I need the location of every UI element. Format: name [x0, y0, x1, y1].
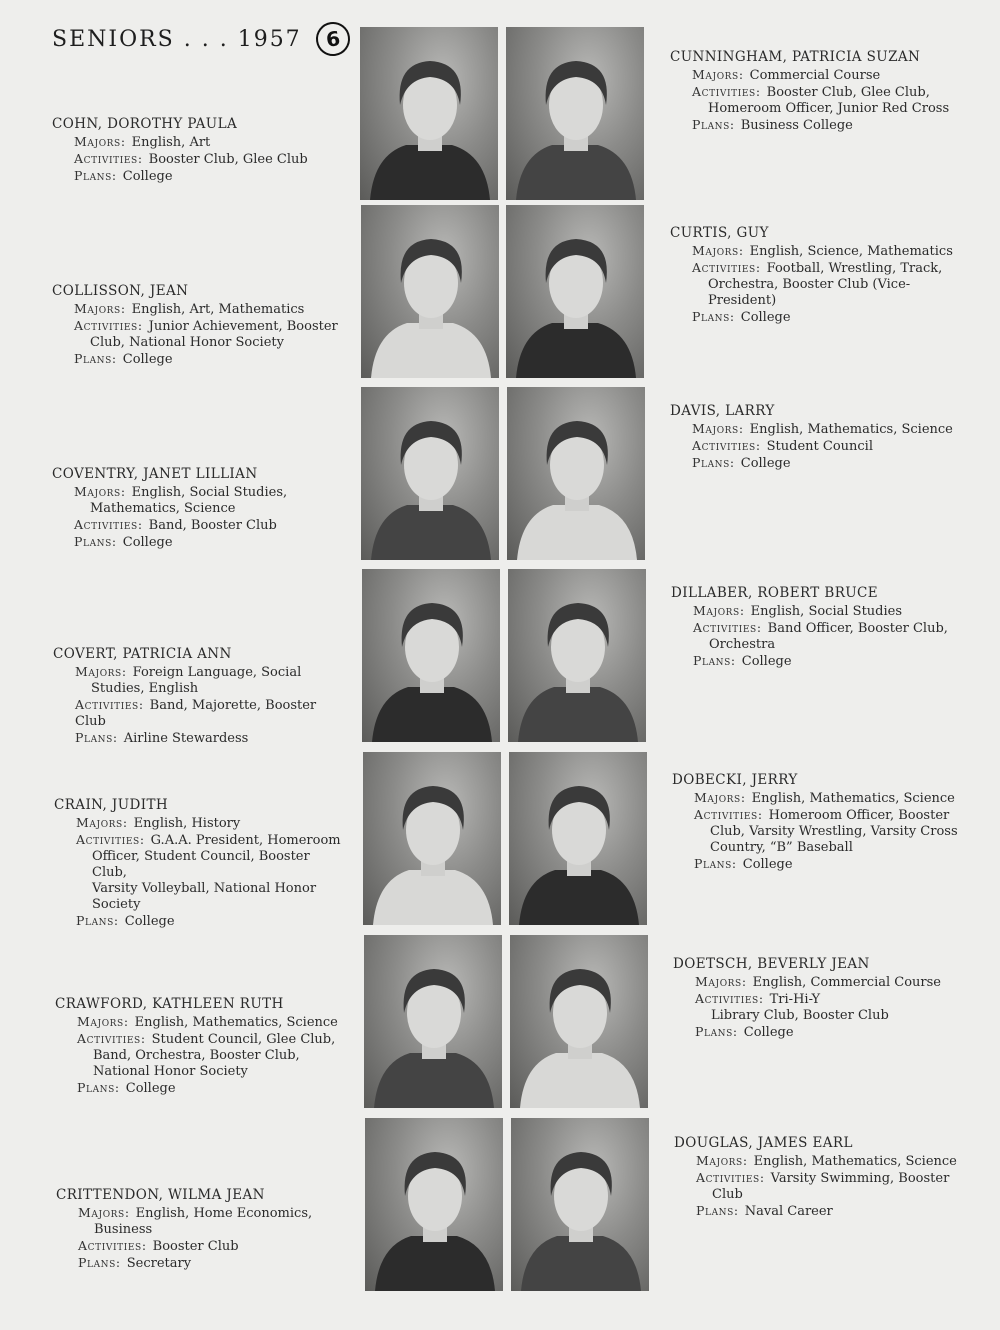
student-entry [670, 49, 970, 134]
student-portrait [361, 205, 499, 378]
field-value-activities: Club [712, 1187, 743, 1202]
field-value-activities: G.A.A. President, Homeroom [150, 833, 341, 848]
field-activities [670, 84, 970, 117]
field-value-plans: College [122, 169, 173, 184]
field-plans [672, 856, 972, 873]
field-value-activities: Library Club, Booster Club [711, 1008, 889, 1023]
field-plans [673, 1024, 973, 1041]
field-label-plans: Plans: [78, 1255, 121, 1270]
field-activities [670, 260, 970, 309]
portrait-silhouette [517, 505, 637, 560]
field-plans [56, 1255, 346, 1272]
field-majors [670, 421, 970, 438]
field-value-activities: Junior Achievement, Booster [148, 319, 338, 334]
field-value-activities: Band, Majorette, Booster Club [75, 698, 317, 729]
field-value-activities: Football, Wrestling, Track, [766, 261, 943, 276]
field-value-activities: Student Council, Glee Club, [151, 1032, 336, 1047]
field-majors [672, 790, 972, 807]
field-plans [52, 168, 342, 185]
field-label-activities: Activities: [692, 438, 761, 453]
field-value-majors: Studies, English [91, 681, 199, 696]
page-header [52, 22, 350, 56]
field-value-activities: Booster Club [152, 1239, 239, 1254]
student-portrait [360, 27, 498, 200]
portrait-silhouette [518, 687, 638, 742]
student-portrait [508, 569, 646, 742]
field-plans [674, 1203, 974, 1220]
portrait-silhouette [520, 1053, 640, 1108]
field-value-activities: Club, National Honor Society [90, 335, 284, 350]
student-portrait [511, 1118, 649, 1291]
page-number-circled: 6 [313, 20, 351, 58]
field-activities [53, 697, 343, 730]
field-plans [670, 117, 970, 134]
field-label-majors: Majors: [694, 790, 746, 805]
field-value-plans: Secretary [126, 1256, 192, 1271]
field-plans [670, 455, 970, 472]
field-label-plans: Plans: [75, 730, 118, 745]
field-label-plans: Plans: [692, 455, 735, 470]
student-name: CRAIN, JUDITH [54, 797, 169, 813]
field-value-activities: Band Officer, Booster Club, [767, 621, 948, 636]
portrait-silhouette [373, 870, 493, 925]
portrait-silhouette [516, 323, 636, 378]
field-value-plans: College [743, 1025, 794, 1040]
student-entry [671, 585, 971, 670]
field-value-activities: Student Council [766, 439, 874, 454]
field-value-majors: English, Mathematics, Science [751, 791, 955, 806]
field-value-activities: Varsity Swimming, Booster [770, 1171, 950, 1186]
portrait-silhouette [374, 1053, 494, 1108]
field-value-plans: College [122, 352, 173, 367]
field-majors [52, 484, 342, 517]
field-label-activities: Activities: [74, 318, 143, 333]
field-activities [674, 1170, 974, 1203]
field-value-majors: Foreign Language, Social [132, 665, 302, 680]
field-majors [670, 243, 970, 260]
field-label-plans: Plans: [693, 653, 736, 668]
field-value-majors: English, Home Economics, [135, 1206, 313, 1221]
student-entry [54, 797, 344, 930]
student-name: DAVIS, LARRY [670, 403, 775, 419]
field-value-activities: Tri-Hi-Y [769, 992, 821, 1007]
field-value-activities: Homeroom Officer, Booster [768, 808, 950, 823]
field-label-majors: Majors: [693, 603, 745, 618]
field-value-activities: National Honor Society [93, 1064, 248, 1079]
field-label-majors: Majors: [74, 484, 126, 499]
field-value-activities: Club, Varsity Wrestling, Varsity Cross [710, 824, 958, 839]
student-portrait [510, 935, 648, 1108]
field-value-plans: Airline Stewardess [123, 731, 249, 746]
field-value-majors: Commercial Course [749, 68, 881, 83]
field-value-plans: College [740, 456, 791, 471]
field-label-plans: Plans: [692, 117, 735, 132]
student-name: CURTIS, GUY [670, 225, 769, 241]
field-plans [52, 351, 342, 368]
field-label-activities: Activities: [695, 991, 764, 1006]
field-majors [671, 603, 971, 620]
field-value-plans: Business College [740, 118, 853, 133]
field-value-majors: Mathematics, Science [90, 501, 236, 516]
field-value-activities: Homeroom Officer, Junior Red Cross [708, 101, 950, 116]
student-portrait [362, 569, 500, 742]
field-value-majors: English, Commercial Course [752, 975, 941, 990]
field-value-plans: College [740, 310, 791, 325]
field-activities [670, 438, 970, 455]
field-label-plans: Plans: [74, 168, 117, 183]
field-value-plans: College [742, 857, 793, 872]
student-entry [670, 403, 970, 472]
field-label-activities: Activities: [76, 832, 145, 847]
field-label-plans: Plans: [695, 1024, 738, 1039]
field-activities [55, 1031, 345, 1080]
portrait-silhouette [370, 145, 490, 200]
field-majors [52, 134, 342, 151]
field-value-plans: Naval Career [744, 1204, 833, 1219]
field-value-activities: Orchestra [709, 637, 776, 652]
field-label-activities: Activities: [78, 1238, 147, 1253]
field-label-majors: Majors: [696, 1153, 748, 1168]
field-plans [53, 730, 343, 747]
page-title: SENIORS . . . 1957 [52, 26, 302, 52]
field-majors [674, 1153, 974, 1170]
field-label-activities: Activities: [74, 151, 143, 166]
field-label-majors: Majors: [75, 664, 127, 679]
field-value-activities: Officer, Student Council, Booster Club, [92, 849, 310, 880]
student-entry [52, 466, 342, 551]
field-majors [673, 974, 973, 991]
field-value-majors: English, Art, Mathematics [131, 302, 305, 317]
student-name: DILLABER, ROBERT BRUCE [671, 585, 879, 601]
field-label-plans: Plans: [692, 309, 735, 324]
field-label-activities: Activities: [696, 1170, 765, 1185]
portrait-silhouette [519, 870, 639, 925]
field-label-majors: Majors: [76, 815, 128, 830]
field-value-majors: English, Social Studies, [131, 485, 288, 500]
field-value-activities: Orchestra, Booster Club (Vice-President) [708, 277, 911, 308]
field-label-activities: Activities: [694, 807, 763, 822]
field-label-majors: Majors: [77, 1014, 129, 1029]
student-entry [674, 1135, 974, 1220]
field-majors [54, 815, 344, 832]
student-portrait [507, 387, 645, 560]
portrait-silhouette [521, 1236, 641, 1291]
field-value-plans: College [125, 1081, 176, 1096]
field-label-plans: Plans: [74, 351, 117, 366]
field-label-majors: Majors: [78, 1205, 130, 1220]
field-label-activities: Activities: [74, 517, 143, 532]
student-name: COVERT, PATRICIA ANN [53, 646, 232, 662]
student-portrait [361, 387, 499, 560]
field-majors [52, 301, 342, 318]
student-name: COHN, DOROTHY PAULA [52, 116, 238, 132]
portrait-silhouette [371, 505, 491, 560]
student-name: DOUGLAS, JAMES EARL [674, 1135, 853, 1151]
field-majors [53, 664, 343, 697]
field-label-majors: Majors: [74, 301, 126, 316]
field-value-majors: English, Social Studies [750, 604, 903, 619]
student-entry [672, 772, 972, 873]
field-label-activities: Activities: [692, 84, 761, 99]
field-value-activities: Society [92, 897, 141, 912]
field-plans [52, 534, 342, 551]
student-entry [670, 225, 970, 326]
field-activities [52, 151, 342, 168]
field-label-majors: Majors: [74, 134, 126, 149]
student-portrait [506, 27, 644, 200]
field-label-activities: Activities: [77, 1031, 146, 1046]
field-label-plans: Plans: [696, 1203, 739, 1218]
field-value-activities: Band, Booster Club [148, 518, 277, 533]
portrait-silhouette [372, 687, 492, 742]
field-activities [56, 1238, 346, 1255]
field-value-majors: English, Art [131, 135, 211, 150]
student-entry [52, 283, 342, 368]
field-activities [52, 318, 342, 351]
field-value-majors: English, Mathematics, Science [753, 1154, 957, 1169]
field-value-activities: Booster Club, Glee Club [148, 152, 308, 167]
field-value-activities: Band, Orchestra, Booster Club, [93, 1048, 300, 1063]
student-name: COVENTRY, JANET LILLIAN [52, 466, 258, 482]
field-majors [55, 1014, 345, 1031]
student-portrait [364, 935, 502, 1108]
field-value-majors: English, Mathematics, Science [134, 1015, 338, 1030]
field-value-majors: English, History [133, 816, 241, 831]
field-value-plans: College [741, 654, 792, 669]
portrait-silhouette [375, 1236, 495, 1291]
field-plans [670, 309, 970, 326]
field-majors [670, 67, 970, 84]
field-label-activities: Activities: [75, 697, 144, 712]
portrait-silhouette [516, 145, 636, 200]
student-entry [673, 956, 973, 1041]
student-name: DOBECKI, JERRY [672, 772, 798, 788]
field-plans [54, 913, 344, 930]
student-name: CRITTENDON, WILMA JEAN [56, 1187, 265, 1203]
field-value-activities: Country, “B” Baseball [710, 840, 853, 855]
field-value-activities: Varsity Volleyball, National Honor [92, 881, 317, 896]
field-activities [52, 517, 342, 534]
student-name: CRAWFORD, KATHLEEN RUTH [55, 996, 284, 1012]
field-value-majors: Business [94, 1222, 153, 1237]
field-label-majors: Majors: [695, 974, 747, 989]
field-label-majors: Majors: [692, 67, 744, 82]
field-value-majors: English, Science, Mathematics [749, 244, 953, 259]
field-plans [671, 653, 971, 670]
student-entry [53, 646, 343, 747]
field-value-activities: Booster Club, Glee Club, [766, 85, 930, 100]
field-majors [56, 1205, 346, 1238]
field-value-plans: College [122, 535, 173, 550]
field-label-activities: Activities: [693, 620, 762, 635]
field-value-plans: College [124, 914, 175, 929]
field-label-majors: Majors: [692, 421, 744, 436]
student-entry [55, 996, 345, 1097]
student-name: DOETSCH, BEVERLY JEAN [673, 956, 870, 972]
portrait-silhouette [371, 323, 491, 378]
student-entry [56, 1187, 346, 1272]
field-activities [54, 832, 344, 913]
field-label-majors: Majors: [692, 243, 744, 258]
student-name: COLLISSON, JEAN [52, 283, 189, 299]
field-activities [673, 991, 973, 1024]
field-value-majors: English, Mathematics, Science [749, 422, 953, 437]
field-label-activities: Activities: [692, 260, 761, 275]
field-label-plans: Plans: [76, 913, 119, 928]
student-name: CUNNINGHAM, PATRICIA SUZAN [670, 49, 921, 65]
field-activities [672, 807, 972, 856]
field-label-plans: Plans: [694, 856, 737, 871]
student-portrait [363, 752, 501, 925]
student-entry [52, 116, 342, 185]
field-activities [671, 620, 971, 653]
field-plans [55, 1080, 345, 1097]
field-label-plans: Plans: [77, 1080, 120, 1095]
student-portrait [506, 205, 644, 378]
student-portrait [509, 752, 647, 925]
student-portrait [365, 1118, 503, 1291]
field-label-plans: Plans: [74, 534, 117, 549]
